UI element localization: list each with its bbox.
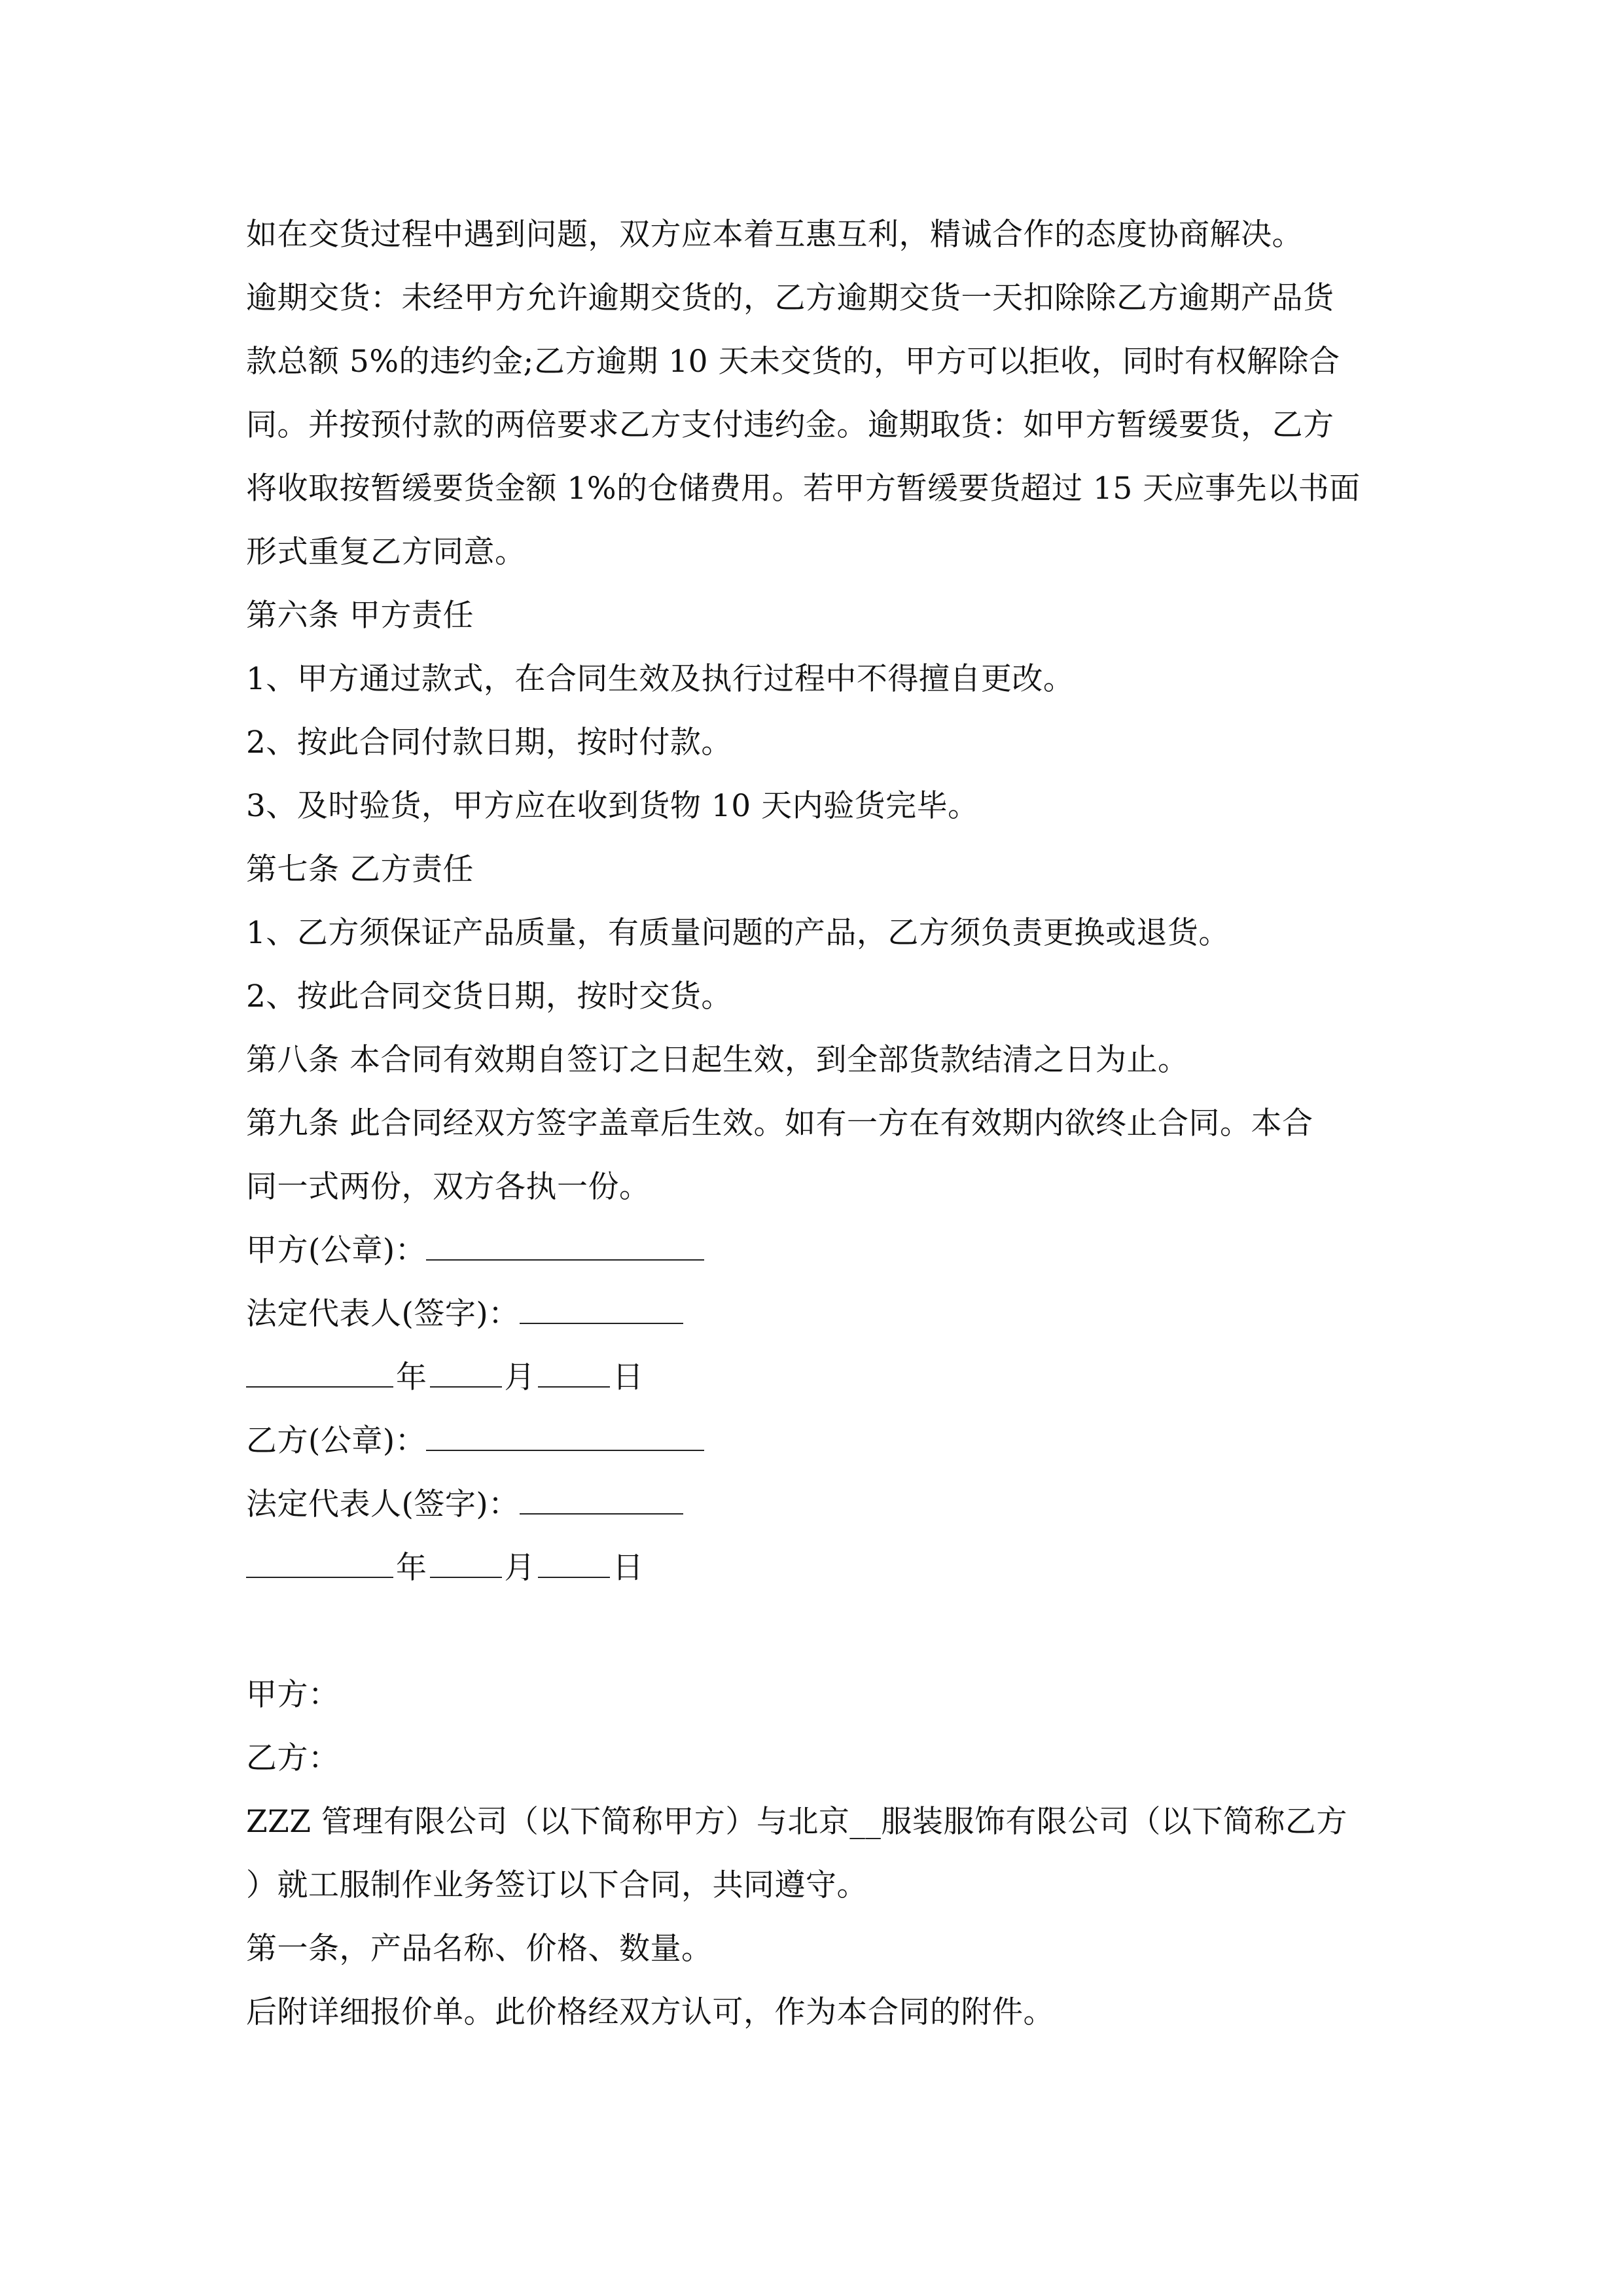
- month-label: 月: [504, 1359, 535, 1395]
- party-b-seal-blank: [426, 1416, 704, 1451]
- party-b-heading: 乙方：: [246, 1740, 340, 1776]
- party-b-day-blank: [538, 1543, 610, 1578]
- party-a-year-blank: [246, 1352, 393, 1388]
- party-b-date-line: [246, 1536, 1385, 1600]
- year-label: 年: [396, 1550, 427, 1586]
- party-a-month-blank: [430, 1352, 502, 1388]
- day-label: 日: [613, 1359, 644, 1395]
- party-b-year-blank: [246, 1543, 393, 1578]
- paragraph-line: 如在交货过程中遇到问题，双方应本着互惠互利，精诚合作的态度协商解决。: [246, 217, 1303, 253]
- party-b-rep-blank: [520, 1479, 683, 1515]
- spacer: [246, 1600, 1385, 1663]
- party-a-date-line: [246, 1346, 1385, 1409]
- section-1: 第一条，产品名称、价格、数量。: [246, 1931, 713, 1967]
- party-b-rep-line: [246, 1473, 1385, 1536]
- party-b-month-blank: [430, 1543, 502, 1578]
- party-a-rep-line: [246, 1282, 1385, 1346]
- party-a-rep-label: 法定代表人(签字)：: [246, 1296, 520, 1332]
- month-label: 月: [504, 1550, 535, 1586]
- year-label: 年: [396, 1359, 427, 1395]
- day-label: 日: [613, 1550, 644, 1586]
- list-item: 2、按此合同交货日期，按时交货。: [246, 978, 732, 1014]
- list-item: 1、甲方通过款式，在合同生效及执行过程中不得擅自更改。: [246, 661, 1075, 697]
- party-a-seal-label: 甲方(公章)：: [246, 1232, 427, 1268]
- paragraph-line: 同。并按预付款的两倍要求乙方支付违约金。逾期取货：如甲方暂缓要货，乙方: [246, 407, 1334, 443]
- section-8: 第八条 本合同有效期自签订之日起生效，到全部货款结清之日为止。: [246, 1042, 1189, 1078]
- section-heading-6: 第六条 甲方责任: [246, 598, 474, 634]
- party-b-seal-line: [246, 1409, 1385, 1473]
- section-heading-7: 第七条 乙方责任: [246, 852, 474, 888]
- paragraph-line: 后附详细报价单。此价格经双方认可，作为本合同的附件。: [246, 1994, 1054, 2030]
- paragraph-line: 款总额 5%的违约金;乙方逾期 10 天未交货的，甲方可以拒收，同时有权解除合: [246, 344, 1340, 380]
- party-a-heading: 甲方：: [246, 1677, 340, 1713]
- party-b-rep-label: 法定代表人(签字)：: [246, 1486, 520, 1522]
- list-item: 3、及时验货，甲方应在收到货物 10 天内验货完毕。: [246, 788, 979, 824]
- list-item: 2、按此合同付款日期，按时付款。: [246, 725, 732, 761]
- party-a-seal-blank: [426, 1225, 704, 1261]
- list-item: 1、乙方须保证产品质量，有质量问题的产品，乙方须负责更换或退货。: [246, 915, 1230, 951]
- paragraph-line: 逾期交货：未经甲方允许逾期交货的，乙方逾期交货一天扣除除乙方逾期产品货: [246, 280, 1334, 316]
- party-a-day-blank: [538, 1352, 610, 1388]
- party-b-seal-label: 乙方(公章)：: [246, 1423, 427, 1459]
- paragraph-line: 将收取按暂缓要货金额 1%的仓储费用。若甲方暂缓要货超过 15 天应事先以书面: [246, 471, 1361, 507]
- paragraph-line: 同一式两份，双方各执一份。: [246, 1169, 651, 1205]
- paragraph-line: 形式重复乙方同意。: [246, 534, 526, 570]
- section-9: 第九条 此合同经双方签字盖章后生效。如有一方在有效期内欲终止合同。本合: [246, 1105, 1313, 1141]
- paragraph-line: ZZZ 管理有限公司（以下简称甲方）与北京__服装服饰有限公司（以下简称乙方: [246, 1804, 1347, 1840]
- party-a-rep-blank: [520, 1289, 683, 1324]
- party-a-seal-line: [246, 1219, 1385, 1282]
- paragraph-line: ）就工服制作业务签订以下合同，共同遵守。: [246, 1867, 868, 1903]
- document-body: [246, 203, 1385, 2044]
